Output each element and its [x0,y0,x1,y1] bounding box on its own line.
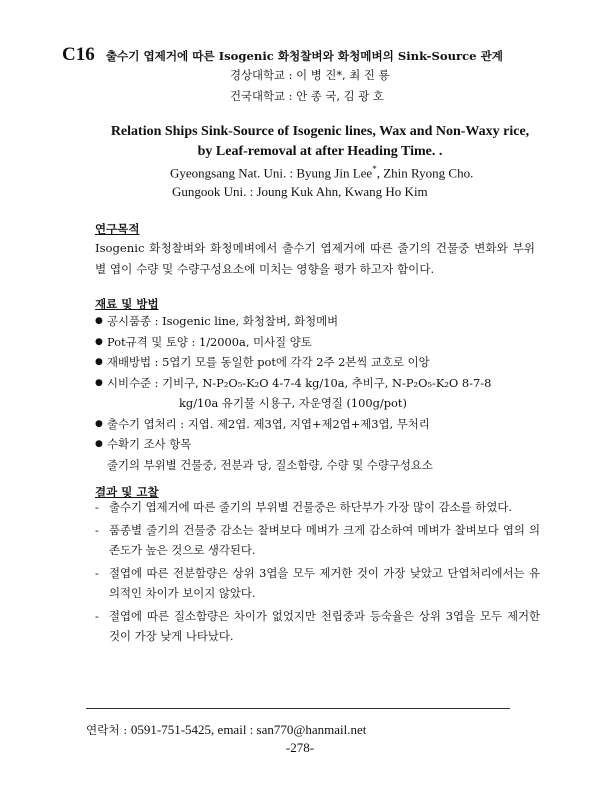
results-item: - 절엽에 따른 질소함량은 차이가 없었지만 천립중과 등숙율은 상위 3엽을 모두 제거한 것이 가장 낮게 나타났다. [95,606,540,647]
results-list [95,497,540,649]
objective-heading: 연구목적 [95,222,140,236]
methods-item: ● 출수기 엽처리 : 지엽. 제2엽. 제3엽, 지엽+제2엽+제3엽, 무처리 [95,414,545,435]
objective-text: Isogenic 화청찰벼와 화청메벼에서 출수기 엽제거에 따른 줄기의 건물중 변화와 부위별 엽이 수량 및 수량구성요소에 미치는 영향을 평가 하고자 함이다. [95,241,535,276]
abstract-title-line [62,44,503,66]
korean-title: 출수기 엽제거에 따른 Isogenic 화청찰벼와 화청메벼의 Sink-Source 관계 [105,49,503,63]
page-number: -278- [285,740,315,755]
methods-item: ● 수확기 조사 항목 [95,434,545,455]
methods-heading: 재료 및 방법 [95,297,159,311]
contact-label: 연락처 : [86,723,128,737]
methods-item: ● 재배방법 : 5엽기 모를 동일한 pot에 각각 2주 2본씩 교호로 이앙 [95,352,545,373]
footer-divider [86,708,510,709]
english-title-line-2: by Leaf-removal at after Heading Time. . [197,144,443,159]
english-affiliation-1-authors: Gyeongsang Nat. Uni. : Byung Jin Lee [170,165,373,181]
abstract-code: C16 [62,44,95,65]
methods-item: ● 시비수준 : 기비구, N-P₂O₅-K₂O 4-7-4 kg/10a, 추비구, N-P₂O₅-K₂O 8-7-8 [95,373,545,394]
results-item: - 절엽에 따른 전분함량은 상위 3엽을 모두 제거한 것이 가장 낮았고 단엽처리에서는 유의적인 차이가 보이지 않았다. [95,563,540,604]
methods-list [95,311,545,475]
methods-item: ● Pot규격 및 토양 : 1/2000a, 미사질 양토 [95,332,545,353]
english-affiliation-1-coauthor: , Zhin Ryong Cho. [376,165,474,181]
methods-item: ● 공시품종 : Isogenic line, 화청찰벼, 화청메벼 [95,311,545,332]
english-title-line-1: Relation Ships Sink-Source of Isogenic lines, Wax and Non-Waxy rice, [110,124,530,139]
fertilizer-continuation: kg/10a 유기물 시용구, 자운영질 (100g/pot) [179,396,407,410]
korean-affiliation-1: 경상대학교 : 이 병 진*, 최 진 룡 [230,68,390,82]
results-item: - 품종별 줄기의 건물중 감소는 찰벼보다 메벼가 크게 감소하여 메벼가 찰벼보다 엽의 의존도가 높은 것으로 생각된다. [95,520,540,561]
results-item: - 출수기 엽제거에 따른 줄기의 부위별 건물중은 하단부가 가장 많이 감소를 하였다. [95,497,540,518]
english-affiliation-1 [170,164,473,181]
korean-affiliation-2: 건국대학교 : 안 종 국, 김 광 호 [230,89,384,103]
english-affiliation-2: Gungook Uni. : Joung Kuk Ahn, Kwang Ho Kim [172,184,428,199]
results-heading: 결과 및 고찰 [95,485,159,499]
corresponding-author-mark: * [372,164,377,174]
contact-line [86,722,366,738]
contact-info: 0591-751-5425, email : san770@hanmail.net [130,722,367,737]
harvest-detail: 줄기의 부위별 건물중, 전분과 당, 질소함량, 수량 및 수량구성요소 [107,457,433,472]
